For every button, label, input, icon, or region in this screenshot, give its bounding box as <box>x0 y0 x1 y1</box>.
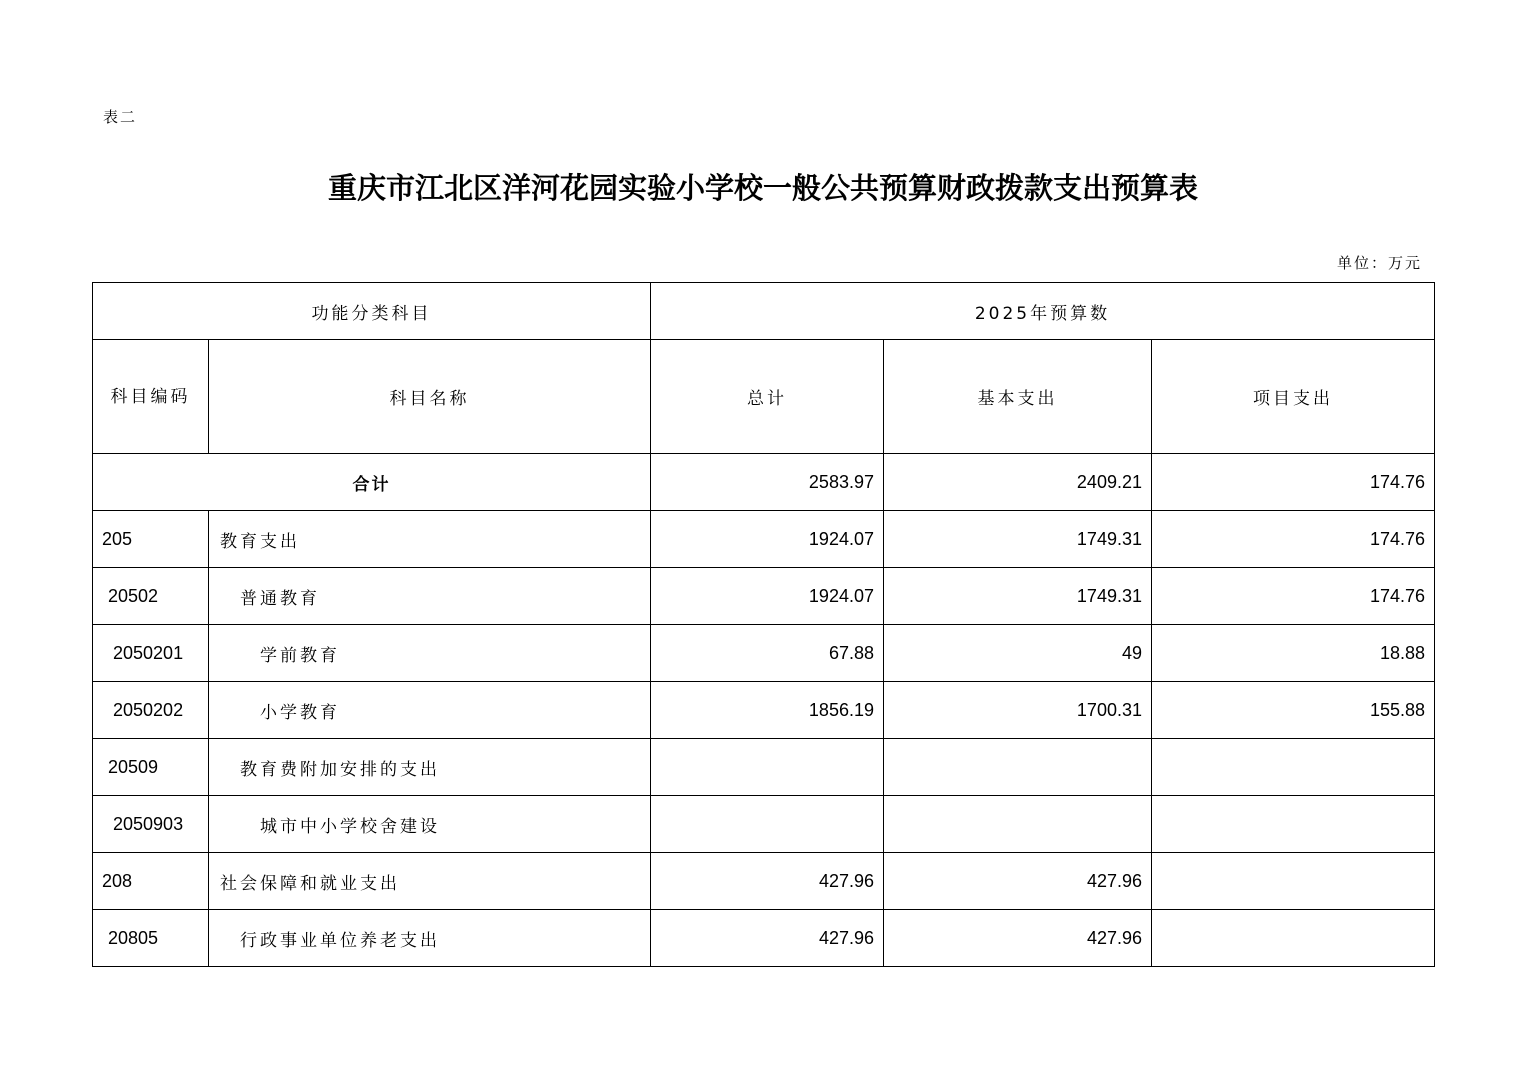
total-project: 174.76 <box>1152 454 1435 511</box>
row-total: 1924.07 <box>651 568 884 625</box>
total-total: 2583.97 <box>651 454 884 511</box>
row-name: 教育支出 <box>209 511 651 568</box>
table-row <box>93 739 1435 796</box>
header-row-group <box>93 283 1435 340</box>
header-row-columns <box>93 340 1435 454</box>
table-tag: 表二 <box>103 108 138 126</box>
row-total <box>651 739 884 796</box>
table-row <box>93 910 1435 967</box>
table-row <box>93 511 1435 568</box>
header-function-category: 功能分类科目 <box>93 283 651 340</box>
total-basic: 2409.21 <box>884 454 1152 511</box>
row-total: 1924.07 <box>651 511 884 568</box>
row-total: 427.96 <box>651 910 884 967</box>
row-basic: 49 <box>884 625 1152 682</box>
unit-label: 单位：万元 <box>1336 254 1422 272</box>
header-name: 科目名称 <box>209 340 651 454</box>
row-name: 行政事业单位养老支出 <box>209 910 651 967</box>
row-code: 2050903 <box>93 796 209 853</box>
row-project <box>1152 739 1435 796</box>
row-project: 18.88 <box>1152 625 1435 682</box>
table-row <box>93 625 1435 682</box>
page-title: 重庆市江北区洋河花园实验小学校一般公共预算财政拨款支出预算表 <box>327 171 1198 205</box>
header-budget-year: 2025年预算数 <box>651 283 1435 340</box>
header-total: 总计 <box>651 340 884 454</box>
row-project: 174.76 <box>1152 511 1435 568</box>
row-basic <box>884 739 1152 796</box>
total-label: 合计 <box>93 454 651 511</box>
row-total: 427.96 <box>651 853 884 910</box>
row-code: 20502 <box>93 568 209 625</box>
header-code: 科目编码 <box>93 340 209 454</box>
row-name: 城市中小学校舍建设 <box>209 796 651 853</box>
row-basic: 1749.31 <box>884 568 1152 625</box>
row-basic: 427.96 <box>884 853 1152 910</box>
table-row <box>93 568 1435 625</box>
row-project <box>1152 853 1435 910</box>
row-project <box>1152 796 1435 853</box>
row-basic: 1700.31 <box>884 682 1152 739</box>
row-basic: 1749.31 <box>884 511 1152 568</box>
row-name: 普通教育 <box>209 568 651 625</box>
row-total: 1856.19 <box>651 682 884 739</box>
row-name: 学前教育 <box>209 625 651 682</box>
row-total: 67.88 <box>651 625 884 682</box>
row-project: 174.76 <box>1152 568 1435 625</box>
table-row <box>93 853 1435 910</box>
row-code: 208 <box>93 853 209 910</box>
row-total <box>651 796 884 853</box>
header-basic: 基本支出 <box>884 340 1152 454</box>
row-code: 20805 <box>93 910 209 967</box>
row-name: 小学教育 <box>209 682 651 739</box>
row-name: 教育费附加安排的支出 <box>209 739 651 796</box>
row-project: 155.88 <box>1152 682 1435 739</box>
total-row <box>93 454 1435 511</box>
row-code: 2050201 <box>93 625 209 682</box>
row-code: 20509 <box>93 739 209 796</box>
row-name: 社会保障和就业支出 <box>209 853 651 910</box>
row-basic <box>884 796 1152 853</box>
header-project: 项目支出 <box>1152 340 1435 454</box>
row-project <box>1152 910 1435 967</box>
table-row <box>93 796 1435 853</box>
table-row <box>93 682 1435 739</box>
row-code: 205 <box>93 511 209 568</box>
budget-table <box>92 282 1435 967</box>
row-code: 2050202 <box>93 682 209 739</box>
row-basic: 427.96 <box>884 910 1152 967</box>
